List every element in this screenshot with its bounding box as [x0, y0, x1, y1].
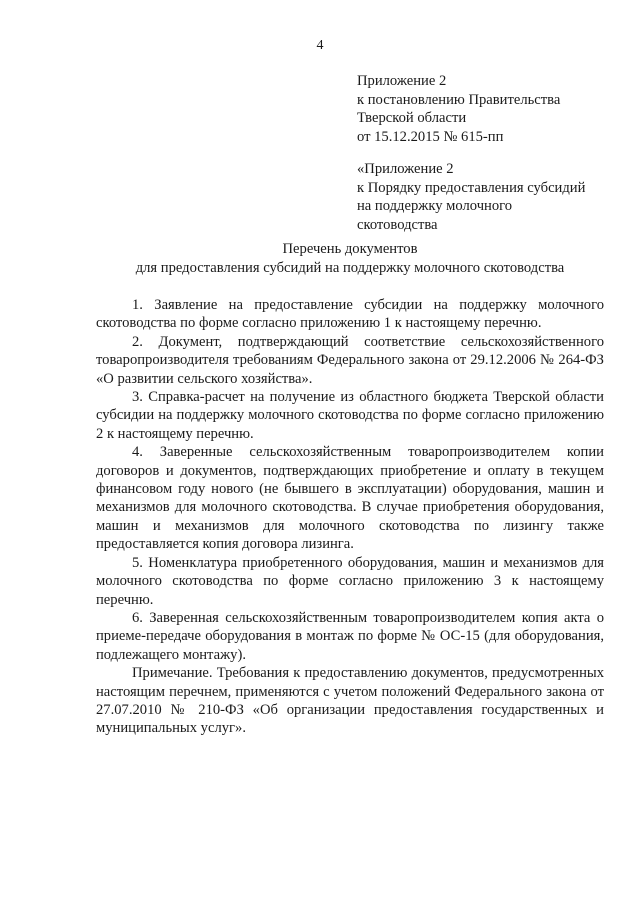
- document-body: [96, 296, 604, 738]
- appendix-line: к постановлению Правительства: [357, 91, 561, 108]
- appendix-line: Тверской области: [357, 110, 467, 127]
- appendix-header-2: [357, 160, 617, 234]
- paragraph-4: 4. Заверенные сельскохозяйственным товаропроизводителем копии договоров и документов, подтверждающих приобретение и оплату в текущем финансовом году нового (не бывшего в эксплуатации) оборудования, машин и механизмов для молочного скотоводства. В случае приобретения оборудования, машин и механизмов для молочного скотоводства по лизингу также предоставляется копия договора лизинга.: [96, 444, 604, 553]
- appendix-header: [357, 72, 617, 146]
- title-line: Перечень документов: [282, 241, 418, 257]
- page-number: 4: [316, 38, 324, 53]
- title-line: для предоставления субсидий на поддержку молочного скотоводства: [135, 259, 565, 276]
- appendix-line: на поддержку молочного: [357, 198, 513, 215]
- paragraph-2: 2. Документ, подтверждающий соответствие сельскохозяйственного товаропроизводителя требованиям Федерального закона от 29.12.2006 № 264-ФЗ «О развитии сельского хозяйства».: [96, 333, 604, 387]
- appendix-line: Приложение 2: [357, 73, 447, 89]
- document-title: [96, 240, 604, 277]
- appendix-line: скотоводства: [357, 216, 438, 233]
- appendix-line: к Порядку предоставления субсидий: [357, 179, 586, 196]
- paragraph-5: 5. Номенклатура приобретенного оборудования, машин и механизмов для молочного скотоводства по форме согласно приложению 3 к настоящему перечню.: [96, 554, 604, 608]
- appendix-line: «Приложение 2: [357, 161, 454, 177]
- appendix-line: от 15.12.2015 № 615-пп: [357, 128, 504, 145]
- paragraph-1: 1. Заявление на предоставление субсидии на поддержку молочного скотоводства по форме согласно приложению 1 к настоящему перечню.: [96, 297, 604, 332]
- paragraph-6: 6. Заверенная сельскохозяйственным товаропроизводителем копия акта о приеме-передаче оборудования в монтаж по форме № ОС-15 (для оборудования, подлежащего монтажу).: [96, 609, 604, 663]
- paragraph-3: 3. Справка-расчет на получение из областного бюджета Тверской области субсидии на поддержку молочного скотоводства по форме согласно приложению 2 к настоящему перечню.: [96, 389, 604, 442]
- note-paragraph: Примечание. Требования к предоставлению документов, предусмотренных настоящим перечнем, применяются с учетом положений Федерального закона от 27.07.2010 № 210-ФЗ «Об организации предоставления государственных и муниципальных услуг».: [96, 665, 604, 737]
